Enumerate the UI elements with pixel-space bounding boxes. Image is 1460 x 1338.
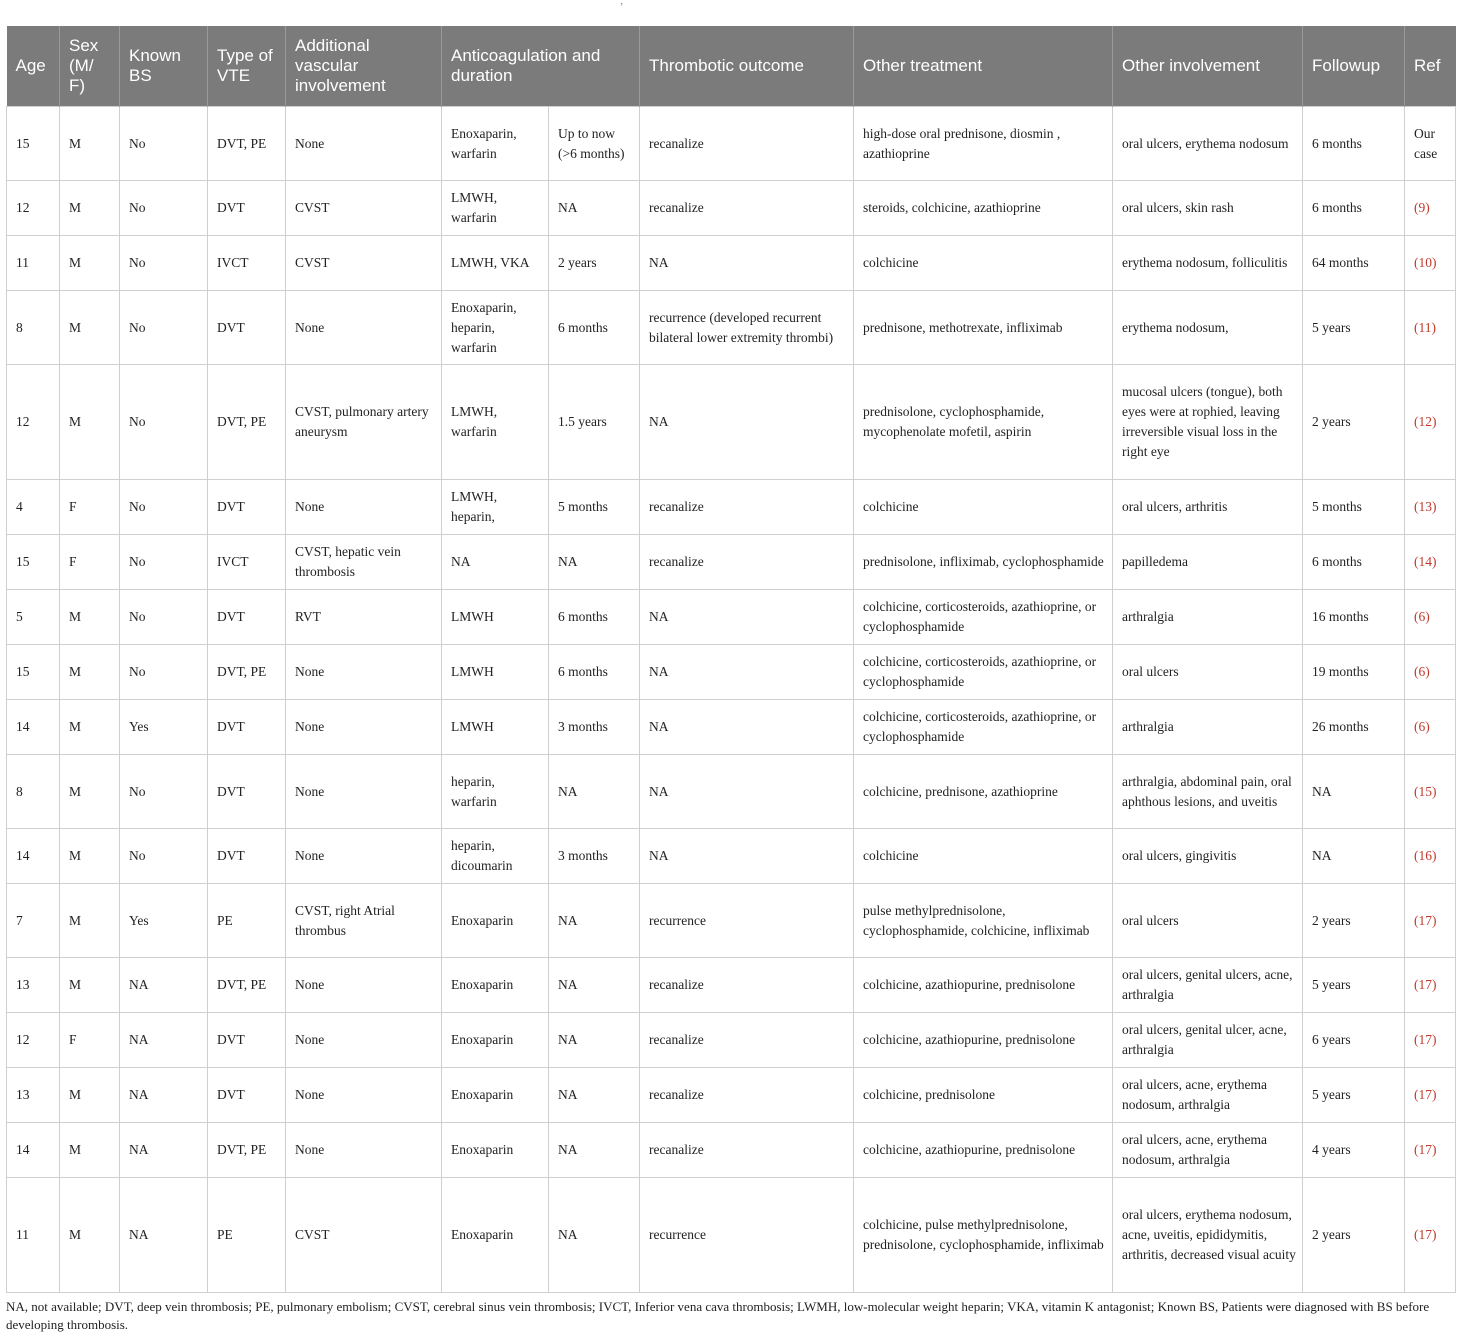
cell-known-bs: NA <box>120 1123 208 1178</box>
cell-type-vte: PE <box>208 884 286 958</box>
cell-ref[interactable]: (9) <box>1405 181 1456 236</box>
cell-followup: 2 years <box>1303 365 1405 480</box>
cell-anticoagulant: LMWH <box>442 645 549 700</box>
cell-involvement: arthralgia <box>1113 700 1303 755</box>
cell-involvement: oral ulcers, skin rash <box>1113 181 1303 236</box>
cell-followup: 64 months <box>1303 236 1405 291</box>
table-footnote: NA, not available; DVT, deep vein thrombosis; PE, pulmonary embolism; CVST, cerebral sinus vein thrombosis; IVCT, Inferior vena cava thrombosis; LWMH, low-molecular weight heparin; VKA, vitamin K antagonist; Known BS, Patients were diagnosed with BS before developing thrombosis. <box>6 1299 1430 1332</box>
cell-sex: F <box>60 535 120 590</box>
cell-ref[interactable]: (6) <box>1405 645 1456 700</box>
cell-treatment: colchicine, prednisone, azathioprine <box>854 755 1113 829</box>
cell-treatment: prednisolone, cyclophosphamide, mycophenolate mofetil, aspirin <box>854 365 1113 480</box>
cell-duration: Up to now (>6 months) <box>549 107 640 181</box>
cell-involvement: arthralgia, abdominal pain, oral aphthous lesions, and uveitis <box>1113 755 1303 829</box>
cell-vascular: None <box>286 1013 442 1068</box>
cell-vascular: None <box>286 645 442 700</box>
cell-age: 11 <box>7 1178 60 1293</box>
cell-vascular: None <box>286 480 442 535</box>
cell-outcome: recurrence <box>640 884 854 958</box>
cell-sex: M <box>60 291 120 365</box>
cell-known-bs: No <box>120 236 208 291</box>
cell-age: 8 <box>7 755 60 829</box>
cell-anticoagulant: Enoxaparin <box>442 1068 549 1123</box>
cell-type-vte: DVT <box>208 480 286 535</box>
cell-vascular: RVT <box>286 590 442 645</box>
cell-involvement: oral ulcers, acne, erythema nodosum, arthralgia <box>1113 1068 1303 1123</box>
cell-involvement: papilledema <box>1113 535 1303 590</box>
col-header-followup: Followup <box>1303 26 1405 107</box>
cell-ref[interactable]: (12) <box>1405 365 1456 480</box>
cell-outcome: recanalize <box>640 1123 854 1178</box>
cell-treatment: pulse methylprednisolone, cyclophosphamide, colchicine, infliximab <box>854 884 1113 958</box>
cell-outcome: NA <box>640 236 854 291</box>
col-header-age: Age <box>7 26 60 107</box>
table-row <box>7 645 1456 700</box>
cell-age: 8 <box>7 291 60 365</box>
cell-known-bs: No <box>120 755 208 829</box>
cell-vascular: CVST <box>286 181 442 236</box>
cell-anticoagulant: LMWH <box>442 590 549 645</box>
cell-sex: M <box>60 1178 120 1293</box>
table-row <box>7 755 1456 829</box>
cell-age: 14 <box>7 1123 60 1178</box>
cell-involvement: oral ulcers, genital ulcers, acne, arthralgia <box>1113 958 1303 1013</box>
cell-age: 15 <box>7 535 60 590</box>
cell-ref: Our case <box>1405 107 1456 181</box>
cell-type-vte: DVT, PE <box>208 958 286 1013</box>
cell-outcome: NA <box>640 590 854 645</box>
cell-duration: NA <box>549 1013 640 1068</box>
cell-followup: 2 years <box>1303 884 1405 958</box>
cell-outcome: recanalize <box>640 181 854 236</box>
cell-type-vte: DVT <box>208 590 286 645</box>
cell-ref[interactable]: (17) <box>1405 958 1456 1013</box>
cell-known-bs: NA <box>120 1013 208 1068</box>
cell-known-bs: Yes <box>120 884 208 958</box>
cell-vascular: None <box>286 1123 442 1178</box>
cell-treatment: colchicine, azathiopurine, prednisolone <box>854 1013 1113 1068</box>
cell-type-vte: PE <box>208 1178 286 1293</box>
cell-duration: 3 months <box>549 700 640 755</box>
cell-age: 13 <box>7 958 60 1013</box>
cell-followup: 6 months <box>1303 535 1405 590</box>
cell-treatment: colchicine, corticosteroids, azathioprine, or cyclophosphamide <box>854 645 1113 700</box>
cell-sex: M <box>60 1068 120 1123</box>
cell-treatment: colchicine <box>854 829 1113 884</box>
cell-age: 12 <box>7 1013 60 1068</box>
table-row <box>7 291 1456 365</box>
cell-type-vte: DVT <box>208 1068 286 1123</box>
cell-followup: 16 months <box>1303 590 1405 645</box>
table-row <box>7 829 1456 884</box>
cell-duration: NA <box>549 181 640 236</box>
cell-ref[interactable]: (10) <box>1405 236 1456 291</box>
cell-outcome: NA <box>640 829 854 884</box>
cell-sex: M <box>60 590 120 645</box>
cell-known-bs: NA <box>120 1178 208 1293</box>
cell-anticoagulant: Enoxaparin, heparin, warfarin <box>442 291 549 365</box>
cell-anticoagulant: LMWH, heparin, <box>442 480 549 535</box>
cell-followup: 6 months <box>1303 181 1405 236</box>
col-header-ref: Ref <box>1405 26 1456 107</box>
cell-known-bs: No <box>120 590 208 645</box>
cell-ref[interactable]: (17) <box>1405 1013 1456 1068</box>
cell-anticoagulant: Enoxaparin <box>442 884 549 958</box>
table-row <box>7 700 1456 755</box>
cell-known-bs: No <box>120 181 208 236</box>
cell-vascular: CVST, pulmonary artery aneurysm <box>286 365 442 480</box>
cell-type-vte: DVT <box>208 181 286 236</box>
cell-sex: M <box>60 107 120 181</box>
cell-age: 14 <box>7 829 60 884</box>
cell-type-vte: DVT, PE <box>208 1123 286 1178</box>
cell-duration: NA <box>549 1068 640 1123</box>
table-row <box>7 1068 1456 1123</box>
table-row <box>7 365 1456 480</box>
cell-anticoagulant: Enoxaparin <box>442 1123 549 1178</box>
cell-duration: NA <box>549 1178 640 1293</box>
table-row <box>7 1178 1456 1293</box>
cell-anticoagulant: heparin, dicoumarin <box>442 829 549 884</box>
cell-known-bs: No <box>120 829 208 884</box>
col-header-sex: Sex (M/ F) <box>60 26 120 107</box>
cell-duration: NA <box>549 1123 640 1178</box>
cell-outcome: recanalize <box>640 958 854 1013</box>
cell-duration: 5 months <box>549 480 640 535</box>
cell-anticoagulant: LMWH, VKA <box>442 236 549 291</box>
cell-ref[interactable]: (16) <box>1405 829 1456 884</box>
cell-outcome: recanalize <box>640 107 854 181</box>
cell-involvement: oral ulcers, arthritis <box>1113 480 1303 535</box>
cell-duration: 1.5 years <box>549 365 640 480</box>
cell-anticoagulant: Enoxaparin, warfarin <box>442 107 549 181</box>
cell-known-bs: NA <box>120 1068 208 1123</box>
cell-anticoagulant: LMWH <box>442 700 549 755</box>
cell-ref[interactable]: (6) <box>1405 590 1456 645</box>
cell-sex: F <box>60 1013 120 1068</box>
cell-vascular: None <box>286 107 442 181</box>
cell-sex: M <box>60 958 120 1013</box>
cell-sex: M <box>60 829 120 884</box>
cell-sex: M <box>60 1123 120 1178</box>
cell-known-bs: No <box>120 645 208 700</box>
cell-age: 11 <box>7 236 60 291</box>
cell-known-bs: No <box>120 535 208 590</box>
cell-known-bs: No <box>120 480 208 535</box>
cell-treatment: colchicine <box>854 480 1113 535</box>
cell-ref[interactable]: (17) <box>1405 1123 1456 1178</box>
table-row <box>7 535 1456 590</box>
cell-ref[interactable]: (17) <box>1405 1068 1456 1123</box>
cell-anticoagulant: Enoxaparin <box>442 1178 549 1293</box>
cell-duration: 6 months <box>549 645 640 700</box>
cell-followup: 19 months <box>1303 645 1405 700</box>
cell-sex: M <box>60 755 120 829</box>
cell-age: 13 <box>7 1068 60 1123</box>
cell-age: 12 <box>7 365 60 480</box>
table-row <box>7 480 1456 535</box>
cell-followup: 5 months <box>1303 480 1405 535</box>
cell-vascular: CVST <box>286 236 442 291</box>
cell-anticoagulant: Enoxaparin <box>442 958 549 1013</box>
cell-sex: M <box>60 236 120 291</box>
cell-followup: 5 years <box>1303 1068 1405 1123</box>
cell-sex: M <box>60 365 120 480</box>
cell-followup: 5 years <box>1303 958 1405 1013</box>
col-header-involvement: Other involvement <box>1113 26 1303 107</box>
cell-followup: NA <box>1303 755 1405 829</box>
top-mark: ’ <box>620 2 624 13</box>
cell-followup: 5 years <box>1303 291 1405 365</box>
cell-ref[interactable]: (13) <box>1405 480 1456 535</box>
cell-vascular: CVST <box>286 1178 442 1293</box>
cell-age: 12 <box>7 181 60 236</box>
cell-sex: M <box>60 645 120 700</box>
cell-outcome: NA <box>640 755 854 829</box>
cell-involvement: oral ulcers, erythema nodosum <box>1113 107 1303 181</box>
cell-type-vte: IVCT <box>208 535 286 590</box>
cell-followup: NA <box>1303 829 1405 884</box>
cell-type-vte: DVT, PE <box>208 365 286 480</box>
cell-outcome: recanalize <box>640 480 854 535</box>
cell-sex: M <box>60 884 120 958</box>
table-row <box>7 884 1456 958</box>
cell-treatment: high-dose oral prednisone, diosmin , azathioprine <box>854 107 1113 181</box>
cell-sex: F <box>60 480 120 535</box>
cell-involvement: oral ulcers, erythema nodosum, acne, uveitis, epididymitis, arthritis, decreased visual acuity <box>1113 1178 1303 1293</box>
cell-type-vte: DVT <box>208 291 286 365</box>
cell-age: 4 <box>7 480 60 535</box>
cell-followup: 4 years <box>1303 1123 1405 1178</box>
cell-vascular: None <box>286 700 442 755</box>
cell-type-vte: DVT, PE <box>208 107 286 181</box>
cell-followup: 6 years <box>1303 1013 1405 1068</box>
col-header-known-bs: Known BS <box>120 26 208 107</box>
cell-outcome: recanalize <box>640 1013 854 1068</box>
cell-age: 15 <box>7 645 60 700</box>
cell-anticoagulant: LMWH, warfarin <box>442 181 549 236</box>
cell-treatment: colchicine, corticosteroids, azathioprine, or cyclophosphamide <box>854 700 1113 755</box>
table-row <box>7 181 1456 236</box>
table-row <box>7 1123 1456 1178</box>
cell-vascular: CVST, hepatic vein thrombosis <box>286 535 442 590</box>
cell-involvement: oral ulcers <box>1113 645 1303 700</box>
cell-anticoagulant: Enoxaparin <box>442 1013 549 1068</box>
cell-known-bs: No <box>120 365 208 480</box>
cell-outcome: recanalize <box>640 535 854 590</box>
cell-involvement: mucosal ulcers (tongue), both eyes were at rophied, leaving irreversible visual loss in the right eye <box>1113 365 1303 480</box>
cell-treatment: colchicine, azathiopurine, prednisolone <box>854 958 1113 1013</box>
cell-known-bs: Yes <box>120 700 208 755</box>
cell-involvement: arthralgia <box>1113 590 1303 645</box>
cell-ref[interactable]: (15) <box>1405 755 1456 829</box>
cell-age: 7 <box>7 884 60 958</box>
table-row <box>7 1013 1456 1068</box>
cell-known-bs: NA <box>120 958 208 1013</box>
cell-duration: NA <box>549 755 640 829</box>
cell-vascular: None <box>286 755 442 829</box>
vte-case-table <box>6 26 1456 1293</box>
cell-treatment: colchicine, azathiopurine, prednisolone <box>854 1123 1113 1178</box>
cell-type-vte: DVT <box>208 1013 286 1068</box>
cell-treatment: colchicine, prednisolone <box>854 1068 1113 1123</box>
cell-vascular: None <box>286 1068 442 1123</box>
cell-treatment: colchicine, pulse methylprednisolone, prednisolone, cyclophosphamide, infliximab <box>854 1178 1113 1293</box>
cell-outcome: NA <box>640 365 854 480</box>
cell-followup: 26 months <box>1303 700 1405 755</box>
cell-outcome: recurrence (developed recurrent bilateral lower extremity thrombi) <box>640 291 854 365</box>
cell-treatment: colchicine, corticosteroids, azathioprine, or cyclophosphamide <box>854 590 1113 645</box>
cell-duration: 3 months <box>549 829 640 884</box>
cell-followup: 2 years <box>1303 1178 1405 1293</box>
cell-anticoagulant: LMWH, warfarin <box>442 365 549 480</box>
cell-sex: M <box>60 181 120 236</box>
cell-duration: NA <box>549 535 640 590</box>
cell-type-vte: IVCT <box>208 236 286 291</box>
cell-vascular: None <box>286 958 442 1013</box>
cell-outcome: recanalize <box>640 1068 854 1123</box>
cell-duration: 2 years <box>549 236 640 291</box>
col-header-vascular: Additional vascular involvement <box>286 26 442 107</box>
cell-involvement: erythema nodosum, folliculitis <box>1113 236 1303 291</box>
cell-involvement: oral ulcers, genital ulcer, acne, arthralgia <box>1113 1013 1303 1068</box>
cell-duration: 6 months <box>549 291 640 365</box>
cell-type-vte: DVT <box>208 700 286 755</box>
cell-ref[interactable]: (17) <box>1405 1178 1456 1293</box>
cell-age: 5 <box>7 590 60 645</box>
col-header-treatment: Other treatment <box>854 26 1113 107</box>
cell-outcome: NA <box>640 700 854 755</box>
table-row <box>7 958 1456 1013</box>
cell-outcome: recurrence <box>640 1178 854 1293</box>
cell-vascular: None <box>286 291 442 365</box>
cell-age: 15 <box>7 107 60 181</box>
cell-treatment: prednisone, methotrexate, infliximab <box>854 291 1113 365</box>
cell-type-vte: DVT <box>208 755 286 829</box>
cell-age: 14 <box>7 700 60 755</box>
cell-sex: M <box>60 700 120 755</box>
col-header-anticoagulation: Anticoagulation and duration <box>442 26 640 107</box>
cell-outcome: NA <box>640 645 854 700</box>
cell-anticoagulant: NA <box>442 535 549 590</box>
cell-known-bs: No <box>120 291 208 365</box>
cell-involvement: oral ulcers, gingivitis <box>1113 829 1303 884</box>
cell-anticoagulant: heparin, warfarin <box>442 755 549 829</box>
cell-duration: NA <box>549 884 640 958</box>
cell-followup: 6 months <box>1303 107 1405 181</box>
cell-type-vte: DVT, PE <box>208 645 286 700</box>
cell-vascular: None <box>286 829 442 884</box>
cell-duration: NA <box>549 958 640 1013</box>
cell-involvement: erythema nodosum, <box>1113 291 1303 365</box>
cell-involvement: oral ulcers, acne, erythema nodosum, arthralgia <box>1113 1123 1303 1178</box>
col-header-outcome: Thrombotic outcome <box>640 26 854 107</box>
cell-ref[interactable]: (6) <box>1405 700 1456 755</box>
cell-treatment: colchicine <box>854 236 1113 291</box>
table-row <box>7 107 1456 181</box>
table-row <box>7 590 1456 645</box>
cell-ref[interactable]: (14) <box>1405 535 1456 590</box>
table-body <box>7 107 1456 1293</box>
cell-type-vte: DVT <box>208 829 286 884</box>
cell-duration: 6 months <box>549 590 640 645</box>
cell-treatment: prednisolone, infliximab, cyclophosphamide <box>854 535 1113 590</box>
cell-involvement: oral ulcers <box>1113 884 1303 958</box>
cell-ref[interactable]: (17) <box>1405 884 1456 958</box>
table-header-row <box>7 26 1456 107</box>
cell-known-bs: No <box>120 107 208 181</box>
cell-ref[interactable]: (11) <box>1405 291 1456 365</box>
col-header-type-vte: Type of VTE <box>208 26 286 107</box>
table-row <box>7 236 1456 291</box>
cell-treatment: steroids, colchicine, azathioprine <box>854 181 1113 236</box>
cell-vascular: CVST, right Atrial thrombus <box>286 884 442 958</box>
